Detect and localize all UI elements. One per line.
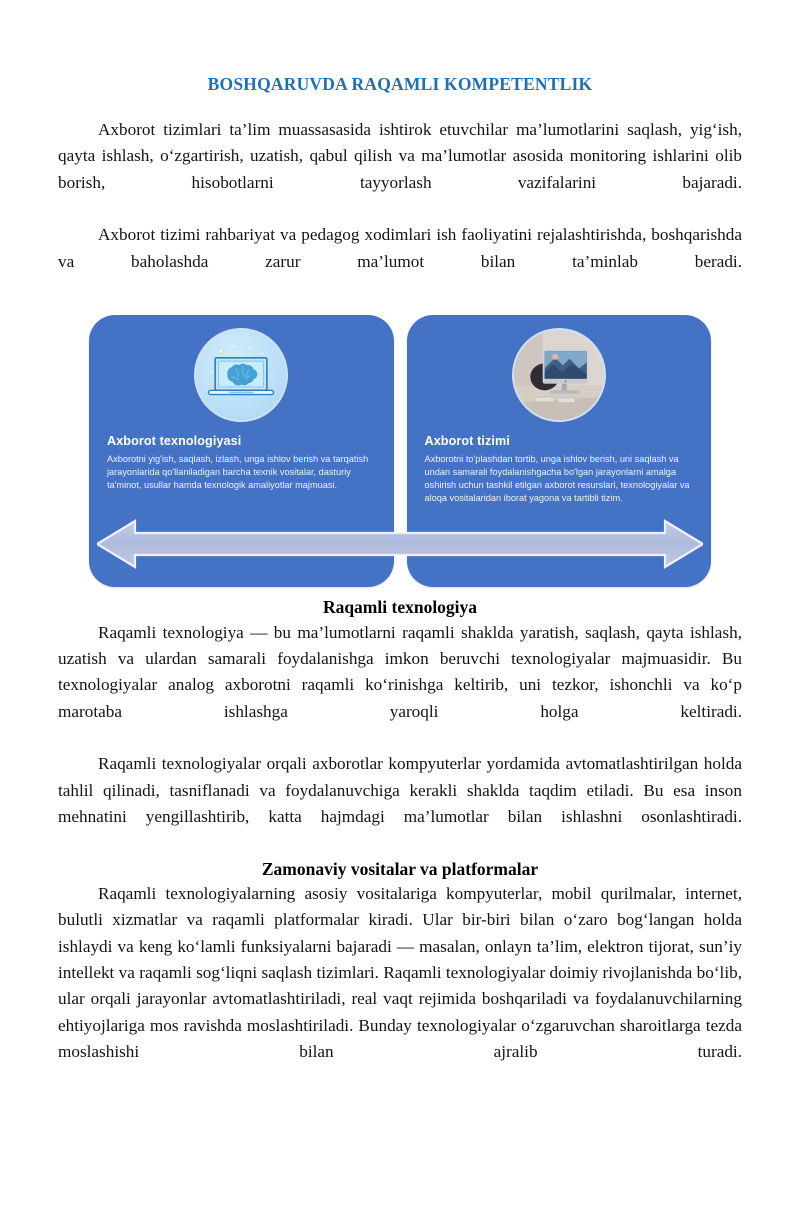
card-icon-container [89, 315, 394, 422]
card-axborot-tizimi [407, 315, 712, 587]
section-heading-raqamli-texnologiya: Raqamli texnologiya [322, 597, 478, 618]
infographic-cards-row [89, 315, 711, 587]
document-page [0, 74, 800, 1205]
card-icon-container [407, 315, 712, 422]
paragraph-1: Axborot tizimlari ta’lim muassasasida ishtirok etuvchilar ma’lumotlarini saqlash, yig‘ish, qayta ishlash, o‘zgartirish, uzatish, qabul qilish va ma’lumotlar asosida monitoring ishlarini olib borish, hisobotlarni tayyorlash vazifalarini bajaradi. [58, 120, 742, 192]
card-title: Axborot tizimi [424, 434, 510, 449]
page-title: BOSHQARUVDA RAQAMLI KOMPETENTLIK [207, 74, 593, 94]
paragraph-3: Raqamli texnologiya — bu ma’lumotlarni raqamli shaklda yaratish, saqlash, qayta ishlash, uzatish va ulardan samarali foydalanishga imkon beruvchi texnologiyalar majmuasidir. Bu texnologiyalar analog axborotni raqamli ko‘rinishga keltirib, uni tezkor, ishonchli va ko‘p marotaba ishlashga yaroqli holga keltiradi. [58, 622, 742, 721]
paragraph-4: Raqamli texnologiyalar orqali axborotlar kompyuterlar yordamida avtomatlashtirilgan holda tahlil qilinadi, tasniflanadi va foydalanuvchiga kerakli shaklda taqdim etiladi. Bu esa inson mehnatini yengillashtirib, katta hajmdagi ma’lumotlar bilan ishlashni osonlashtiradi. [58, 754, 742, 826]
card-body-text: Axborotni to'plashdan tortib, unga ishlov berish, uni saqlash va undan samarali foydalanishgacha bo'lgan jarayonlarni amalga oshirish uchun tashkil etilgan axborot resurslari, texnologiyalar va aloqa vositalaridan iborat yagona va tartibli tizim. [424, 454, 690, 504]
section-heading-zamonaviy-vositalar: Zamonaviy vositalar va platformalar [261, 858, 539, 879]
card-title: Axborot texnologiyasi [107, 434, 242, 449]
document-content [0, 74, 800, 1092]
card-body-text: Axborotni yig'ish, saqlash, izlash, unga ishlov berish va tarqatish jarayonlarida qo'llaniladigan barcha texnik vositalar, dasturiy ta'minot, usullar hamda texnologik amaliyotlar majmuasi. [107, 454, 369, 491]
card-axborot-texnologiyasi [89, 315, 394, 587]
desktop-computer-photo [512, 328, 606, 422]
paragraph-5: Raqamli texnologiyalarning asosiy vositalariga kompyuterlar, mobil qurilmalar, internet, bulutli xizmatlar va raqamli platformalar kiradi. Ular bir-biri bilan o‘zaro bog‘langan holda ishlaydi va keng ko‘lamli funksiyalarni bajaradi — masalan, onlayn ta’lim, elektron tijorat, sun’iy intellekt va raqamli sog‘liqni saqlash tizimlari. Raqamli texnologiyalar doimiy rivojlanishda bo‘lib, ular orqali jarayonlar avtomatlashtiriladi, real vaqt rejimida boshqariladi va foydalanuvchilarning ehtiyojlariga mos ravishda moslashtiriladi. Bunday texnologiyalar o‘zgaruvchan sharoitlarga tezda moslashishi bilan ajralib turadi. [58, 884, 742, 1061]
paragraph-2: Axborot tizimi rahbariyat va pedagog xodimlari ish faoliyatini rejalashtirishda, boshqarishda va baholashda zarur ma’lumot bilan ta’minlab beradi. [58, 225, 742, 271]
infographic-two-cards [89, 315, 711, 587]
laptop-brain-icon [194, 328, 288, 422]
